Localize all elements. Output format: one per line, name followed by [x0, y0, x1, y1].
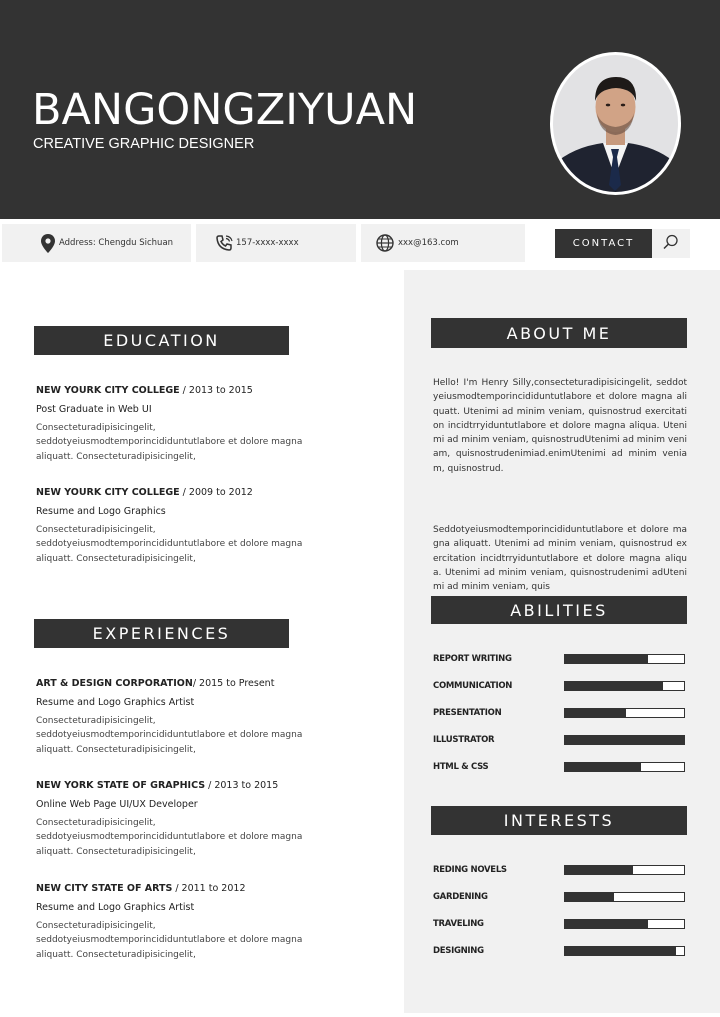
ability-bar-fill [565, 736, 684, 744]
contact-button[interactable]: CONTACT [555, 229, 652, 258]
interest-label: REDING NOVELS [433, 865, 507, 875]
globe-icon [375, 224, 395, 262]
ability-row [433, 706, 687, 720]
interest-row [433, 917, 687, 931]
map-pin-icon [38, 224, 58, 262]
education-title: EDUCATION [34, 326, 289, 355]
abilities-title: ABILITIES [431, 596, 687, 624]
interests-title: INTERESTS [431, 806, 687, 835]
interest-bar-fill [565, 893, 614, 901]
profile-photo [550, 52, 681, 195]
ability-bar-fill [565, 682, 663, 690]
entry-period: / 2015 to Present [192, 678, 275, 689]
ability-bar-fill [565, 763, 641, 771]
entry-heading [36, 384, 326, 397]
entry-org: ART & DESIGN CORPORATION [36, 678, 193, 689]
experience-entry [36, 779, 326, 859]
entry-period: / 2011 to 2012 [172, 883, 246, 894]
phone-text: 157-xxxx-xxxx [236, 238, 299, 248]
experience-entry [36, 677, 326, 757]
ability-row [433, 652, 687, 666]
ability-bar-fill [565, 709, 626, 717]
interest-label: GARDENING [433, 892, 488, 902]
address-text: Address: Chengdu Sichuan [59, 238, 174, 248]
entry-role: Online Web Page UI/UX Developer [36, 799, 198, 810]
ability-bar [564, 735, 685, 745]
about-paragraph-2: Seddotyeiusmodtemporincididuntutlabore et dolore magna aliquatt. Utenimi ad minim veniam, quisnostrud exercitation incidtrryiduntutlabore et dolore magna aliqua. Utenimi ad minim veniam, quisnostrudenimi adUtenimi ad minim veniam, quis [433, 525, 687, 593]
interest-bar [564, 919, 685, 929]
ability-bar [564, 708, 685, 718]
experience-entry [36, 882, 326, 962]
address-box [2, 224, 191, 262]
ability-label: REPORT WRITING [433, 654, 512, 664]
ability-row [433, 733, 687, 747]
entry-org: NEW YOURK CITY COLLEGE [36, 385, 180, 396]
interest-bar [564, 892, 685, 902]
person-name: BANGONGZIYUAN [32, 85, 418, 135]
entry-org: NEW YORK STATE OF GRAPHICS [36, 780, 206, 791]
entry-org: NEW YOURK CITY COLLEGE [36, 487, 180, 498]
ability-label: ILLUSTRATOR [433, 735, 495, 745]
ability-bar [564, 654, 685, 664]
entry-heading [36, 882, 326, 895]
interest-bar [564, 946, 685, 956]
entry-description: Consecteturadipisicingelit, seddotyeiusmodtemporincididuntutlabore et dolore magna aliquatt. Consecteturadipisicingelit, [36, 423, 303, 462]
ability-row [433, 679, 687, 693]
interest-label: TRAVELING [433, 919, 484, 929]
interest-row [433, 890, 687, 904]
ability-bar [564, 681, 685, 691]
search-button[interactable] [652, 229, 690, 258]
interest-bar [564, 865, 685, 875]
ability-bar-fill [565, 655, 648, 663]
interest-label: DESIGNING [433, 946, 484, 956]
entry-role: Post Graduate in Web UI [36, 404, 152, 415]
entry-org: NEW CITY STATE OF ARTS [36, 883, 173, 894]
experiences-title: EXPERIENCES [34, 619, 289, 648]
job-title: CREATIVE GRAPHIC DESIGNER [33, 136, 255, 152]
interest-row [433, 863, 687, 877]
entry-heading [36, 486, 326, 499]
entry-period: / 2013 to 2015 [205, 780, 279, 791]
ability-row [433, 760, 687, 774]
education-entry [36, 486, 326, 566]
entry-description: Consecteturadipisicingelit, seddotyeiusmodtemporincididuntutlabore et dolore magna aliquatt. Consecteturadipisicingelit, [36, 818, 303, 857]
entry-role: Resume and Logo Graphics Artist [36, 697, 195, 708]
email-box [361, 224, 525, 262]
ability-bar [564, 762, 685, 772]
ability-label: HTML & CSS [433, 762, 489, 772]
interest-bar-fill [565, 866, 633, 874]
interest-bar-fill [565, 920, 648, 928]
phone-box [196, 224, 356, 262]
entry-description: Consecteturadipisicingelit, seddotyeiusmodtemporincididuntutlabore et dolore magna aliquatt. Consecteturadipisicingelit, [36, 525, 303, 564]
entry-description: Consecteturadipisicingelit, seddotyeiusmodtemporincididuntutlabore et dolore magna aliquatt. Consecteturadipisicingelit, [36, 921, 303, 960]
entry-description: Consecteturadipisicingelit, seddotyeiusmodtemporincididuntutlabore et dolore magna aliquatt. Consecteturadipisicingelit, [36, 716, 303, 755]
entry-period: / 2009 to 2012 [179, 487, 253, 498]
entry-role: Resume and Logo Graphics [36, 506, 166, 517]
search-icon [663, 234, 679, 254]
ability-label: PRESENTATION [433, 708, 502, 718]
entry-heading [36, 677, 326, 690]
phone-icon [214, 224, 234, 262]
about-title: ABOUT ME [431, 318, 687, 348]
entry-role: Resume and Logo Graphics Artist [36, 902, 195, 913]
about-paragraph-1: Hello! I'm Henry Silly,consecteturadipisicingelit, seddotyeiusmodtemporincididuntutlabore et dolore magna aliquatt. Utenimi ad minim veniam, quisnostrud exercitation incidtrryiduntutlabore et dolore magna aliqua. Utenimi ad minim veniam, quisnostrudUtenimi ad minim veniam, quisnostrudenimiad.enimUtenimi ad minim veniam, quisnostrud. [433, 378, 687, 474]
email-text: xxx@163.com [398, 238, 459, 248]
interest-bar-fill [565, 947, 676, 955]
entry-heading [36, 779, 326, 792]
education-entry [36, 384, 326, 464]
interest-row [433, 944, 687, 958]
ability-label: COMMUNICATION [433, 681, 513, 691]
entry-period: / 2013 to 2015 [179, 385, 253, 396]
